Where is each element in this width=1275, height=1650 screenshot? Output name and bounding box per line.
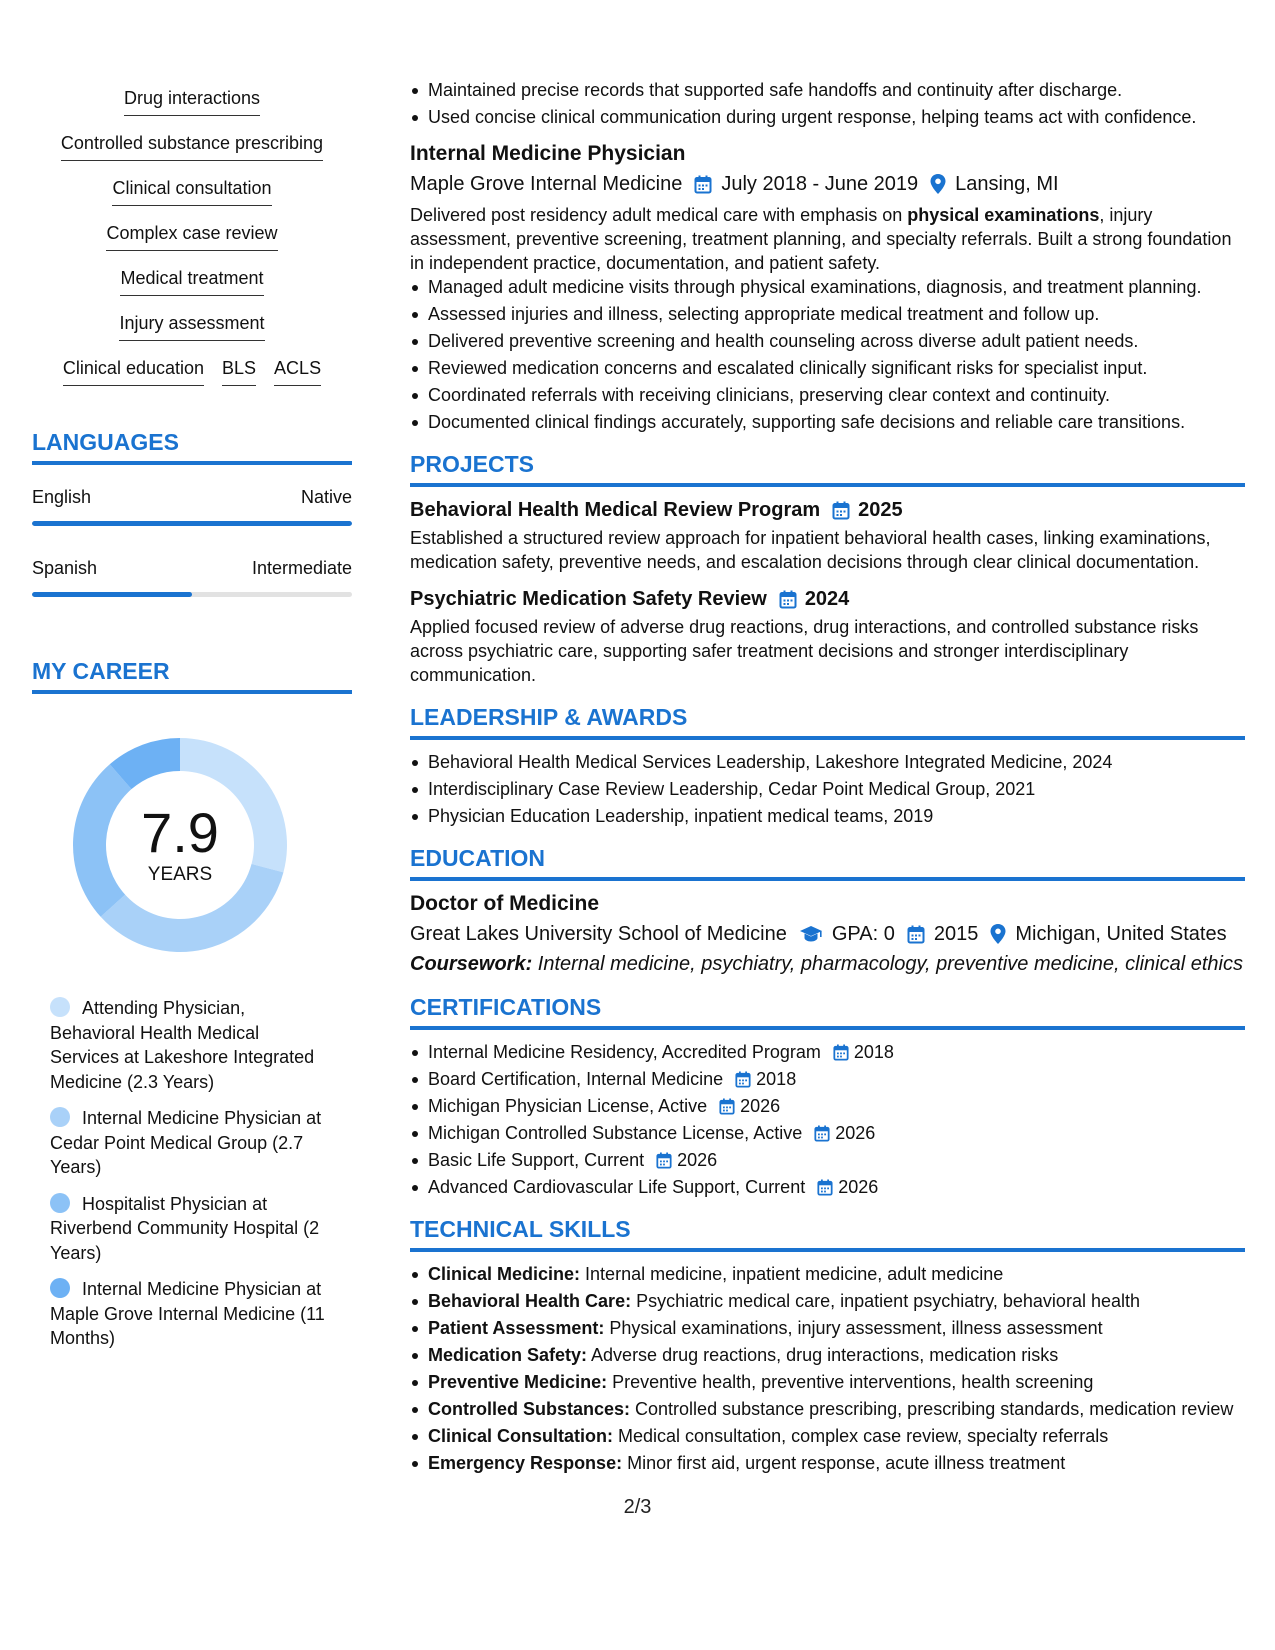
career-legend-label: Internal Medicine Physician at Maple Grove Internal Medicine (11 Months) — [50, 1279, 325, 1348]
calendar-icon — [832, 501, 850, 520]
skill-row — [32, 221, 352, 266]
language-bar-fill — [32, 521, 352, 526]
calendar-icon — [814, 1125, 830, 1142]
technical-skills-list — [410, 1262, 1245, 1475]
calendar-icon — [779, 590, 797, 609]
job-dates: July 2018 - June 2019 — [721, 173, 919, 195]
career-legend-label: Internal Medicine Physician at Cedar Point Medical Group (2.7 Years) — [50, 1108, 322, 1177]
project-year: 2024 — [804, 588, 850, 610]
job-title: Internal Medicine Physician — [410, 142, 686, 165]
calendar-icon — [735, 1071, 751, 1088]
job-description: Delivered post residency adult medical care with emphasis on physical examinations, injury assessment, preventive screening, treatment planning, and specialty referrals. Built a strong foundation in independent practice, documentation, and patient safety. — [410, 205, 1232, 273]
certification-item: Advanced Cardiovascular Life Support, Current 2026 — [410, 1175, 1245, 1199]
certification-item: Michigan Controlled Substance License, Active 2026 — [410, 1121, 1245, 1145]
calendar-icon — [694, 175, 712, 194]
technical-skills-heading: TECHNICAL SKILLS — [410, 1215, 1245, 1252]
project-description: Established a structured review approach for inpatient behavioral health cases, linking examinations, medication safety, preventive needs, and escalation decisions through clear clinical documentation. — [410, 528, 1211, 572]
skill-tag: Clinical consultation — [112, 176, 271, 206]
skill-row — [32, 86, 352, 131]
calendar-icon — [907, 925, 925, 944]
bullet-item: Maintained precise records that supported safe handoffs and continuity after discharge. — [410, 78, 1245, 102]
sidebar — [32, 86, 352, 1363]
project-item — [410, 586, 1245, 687]
skill-tag: Injury assessment — [119, 311, 264, 341]
career-legend — [32, 996, 352, 1351]
career-legend-label: Attending Physician, Behavioral Health Medical Services at Lakeshore Integrated Medicine (2.3 Years) — [50, 998, 315, 1092]
bullet-item: Physician Education Leadership, inpatient medical teams, 2019 — [410, 804, 1245, 828]
bullet-item: Reviewed medication concerns and escalated clinically significant risks for specialist input. — [410, 356, 1245, 380]
skill-tag: Medical treatment — [120, 266, 263, 296]
job-location: Lansing, MI — [955, 173, 1059, 195]
skill-tag: ACLS — [274, 356, 321, 386]
calendar-icon — [719, 1098, 735, 1115]
bullet-item: Coordinated referrals with receiving clinicians, preserving clear context and continuity. — [410, 383, 1245, 407]
language-bar — [32, 521, 352, 526]
legend-dot-icon — [50, 1278, 70, 1298]
bullet-item: Delivered preventive screening and health counseling across diverse adult patient needs. — [410, 329, 1245, 353]
certification-item: Basic Life Support, Current 2026 — [410, 1148, 1245, 1172]
calendar-icon — [656, 1152, 672, 1169]
career-total-value: 7.9 — [141, 801, 219, 864]
project-year: 2025 — [858, 499, 903, 521]
leadership-heading: LEADERSHIP & AWARDS — [410, 703, 1245, 740]
map-pin-icon — [930, 174, 946, 194]
map-pin-icon — [990, 924, 1006, 944]
career-legend-item — [50, 996, 325, 1094]
certifications-heading: CERTIFICATIONS — [410, 993, 1245, 1030]
language-level: Intermediate — [251, 558, 352, 578]
graduation-cap-icon — [799, 925, 823, 943]
projects-heading: PROJECTS — [410, 450, 1245, 487]
skill-tag: Clinical education — [63, 356, 204, 386]
education-meta — [410, 921, 1245, 947]
language-name: Spanish — [32, 558, 98, 578]
project-description: Applied focused review of adverse drug reactions, drug interactions, and controlled substance risks across psychiatric care, supporting safer treatment decisions and stronger interdisciplinary communication. — [410, 617, 1199, 685]
skill-tag: Drug interactions — [124, 86, 260, 116]
job-company: Maple Grove Internal Medicine — [410, 173, 683, 195]
graduation-year: 2015 — [933, 923, 979, 945]
career-heading: MY CAREER — [32, 657, 352, 694]
job-meta — [410, 171, 1245, 197]
leadership-list — [410, 750, 1245, 828]
coursework: Coursework: Internal medicine, psychiatry, pharmacology, preventive medicine, clinical ethics — [410, 953, 1243, 975]
technical-skill-item: Medication Safety: Adverse drug reactions, drug interactions, medication risks — [410, 1343, 1245, 1367]
technical-skill-item: Patient Assessment: Physical examinations, injury assessment, illness assessment — [410, 1316, 1245, 1340]
previous-job-bullets — [410, 78, 1245, 129]
bullet-item: Assessed injuries and illness, selecting appropriate medical treatment and follow up. — [410, 302, 1245, 326]
bullet-item: Behavioral Health Medical Services Leadership, Lakeshore Integrated Medicine, 2024 — [410, 750, 1245, 774]
career-legend-item — [50, 1277, 325, 1351]
language-item — [32, 556, 352, 597]
skill-row — [32, 311, 352, 356]
technical-skill-item: Clinical Consultation: Medical consultation, complex case review, specialty referrals — [410, 1424, 1245, 1448]
main-content — [410, 78, 1245, 1478]
calendar-icon — [817, 1179, 833, 1196]
certification-item: Board Certification, Internal Medicine 2018 — [410, 1067, 1245, 1091]
bullet-item: Interdisciplinary Case Review Leadership, Cedar Point Medical Group, 2021 — [410, 777, 1245, 801]
legend-dot-icon — [50, 997, 70, 1017]
skills-tags — [32, 86, 352, 401]
education-heading: EDUCATION — [410, 844, 1245, 881]
skill-row — [32, 356, 352, 401]
certification-item: Internal Medicine Residency, Accredited Program 2018 — [410, 1040, 1245, 1064]
technical-skill-item: Preventive Medicine: Preventive health, preventive interventions, health screening — [410, 1370, 1245, 1394]
language-item — [32, 485, 352, 526]
bullet-item: Managed adult medicine visits through physical examinations, diagnosis, and treatment planning. — [410, 275, 1245, 299]
school-name: Great Lakes University School of Medicine — [410, 923, 787, 945]
skill-tag: Controlled substance prescribing — [61, 131, 323, 161]
technical-skill-item: Clinical Medicine: Internal medicine, inpatient medicine, adult medicine — [410, 1262, 1245, 1286]
page-number: 2/3 — [623, 1496, 652, 1518]
languages-heading: LANGUAGES — [32, 428, 352, 465]
certification-item: Michigan Physician License, Active 2026 — [410, 1094, 1245, 1118]
bullet-item: Used concise clinical communication during urgent response, helping teams act with confidence. — [410, 105, 1245, 129]
school-location: Michigan, United States — [1015, 923, 1227, 945]
skill-row — [32, 176, 352, 221]
technical-skill-item: Behavioral Health Care: Psychiatric medical care, inpatient psychiatry, behavioral health — [410, 1289, 1245, 1313]
donut-center — [67, 732, 293, 958]
language-name: English — [32, 487, 92, 507]
skill-tag: Complex case review — [106, 221, 277, 251]
project-item — [410, 497, 1245, 574]
legend-dot-icon — [50, 1107, 70, 1127]
bullet-item: Documented clinical findings accurately, supporting safe decisions and reliable care transitions. — [410, 410, 1245, 434]
language-level: Native — [300, 487, 352, 507]
certifications-list — [410, 1040, 1245, 1199]
skill-row — [32, 266, 352, 311]
legend-dot-icon — [50, 1193, 70, 1213]
calendar-icon — [833, 1044, 849, 1061]
technical-skill-item: Emergency Response: Minor first aid, urgent response, acute illness treatment — [410, 1451, 1245, 1475]
job-bullets — [410, 275, 1245, 434]
project-title: Psychiatric Medication Safety Review — [410, 588, 767, 610]
career-total-unit: YEARS — [147, 864, 213, 885]
career-donut-chart — [67, 732, 293, 958]
career-legend-label: Hospitalist Physician at Riverbend Community Hospital (2 Years) — [50, 1193, 320, 1263]
project-title: Behavioral Health Medical Review Program — [410, 499, 821, 521]
gpa: GPA: 0 — [831, 923, 895, 945]
skill-tag: BLS — [222, 356, 256, 386]
skill-row — [32, 131, 352, 176]
career-legend-item — [50, 1106, 325, 1180]
language-bar — [32, 592, 352, 597]
language-bar-fill — [32, 592, 192, 597]
technical-skill-item: Controlled Substances: Controlled substance prescribing, prescribing standards, medication review — [410, 1397, 1245, 1421]
degree-title: Doctor of Medicine — [410, 892, 600, 915]
career-legend-item — [50, 1192, 325, 1266]
